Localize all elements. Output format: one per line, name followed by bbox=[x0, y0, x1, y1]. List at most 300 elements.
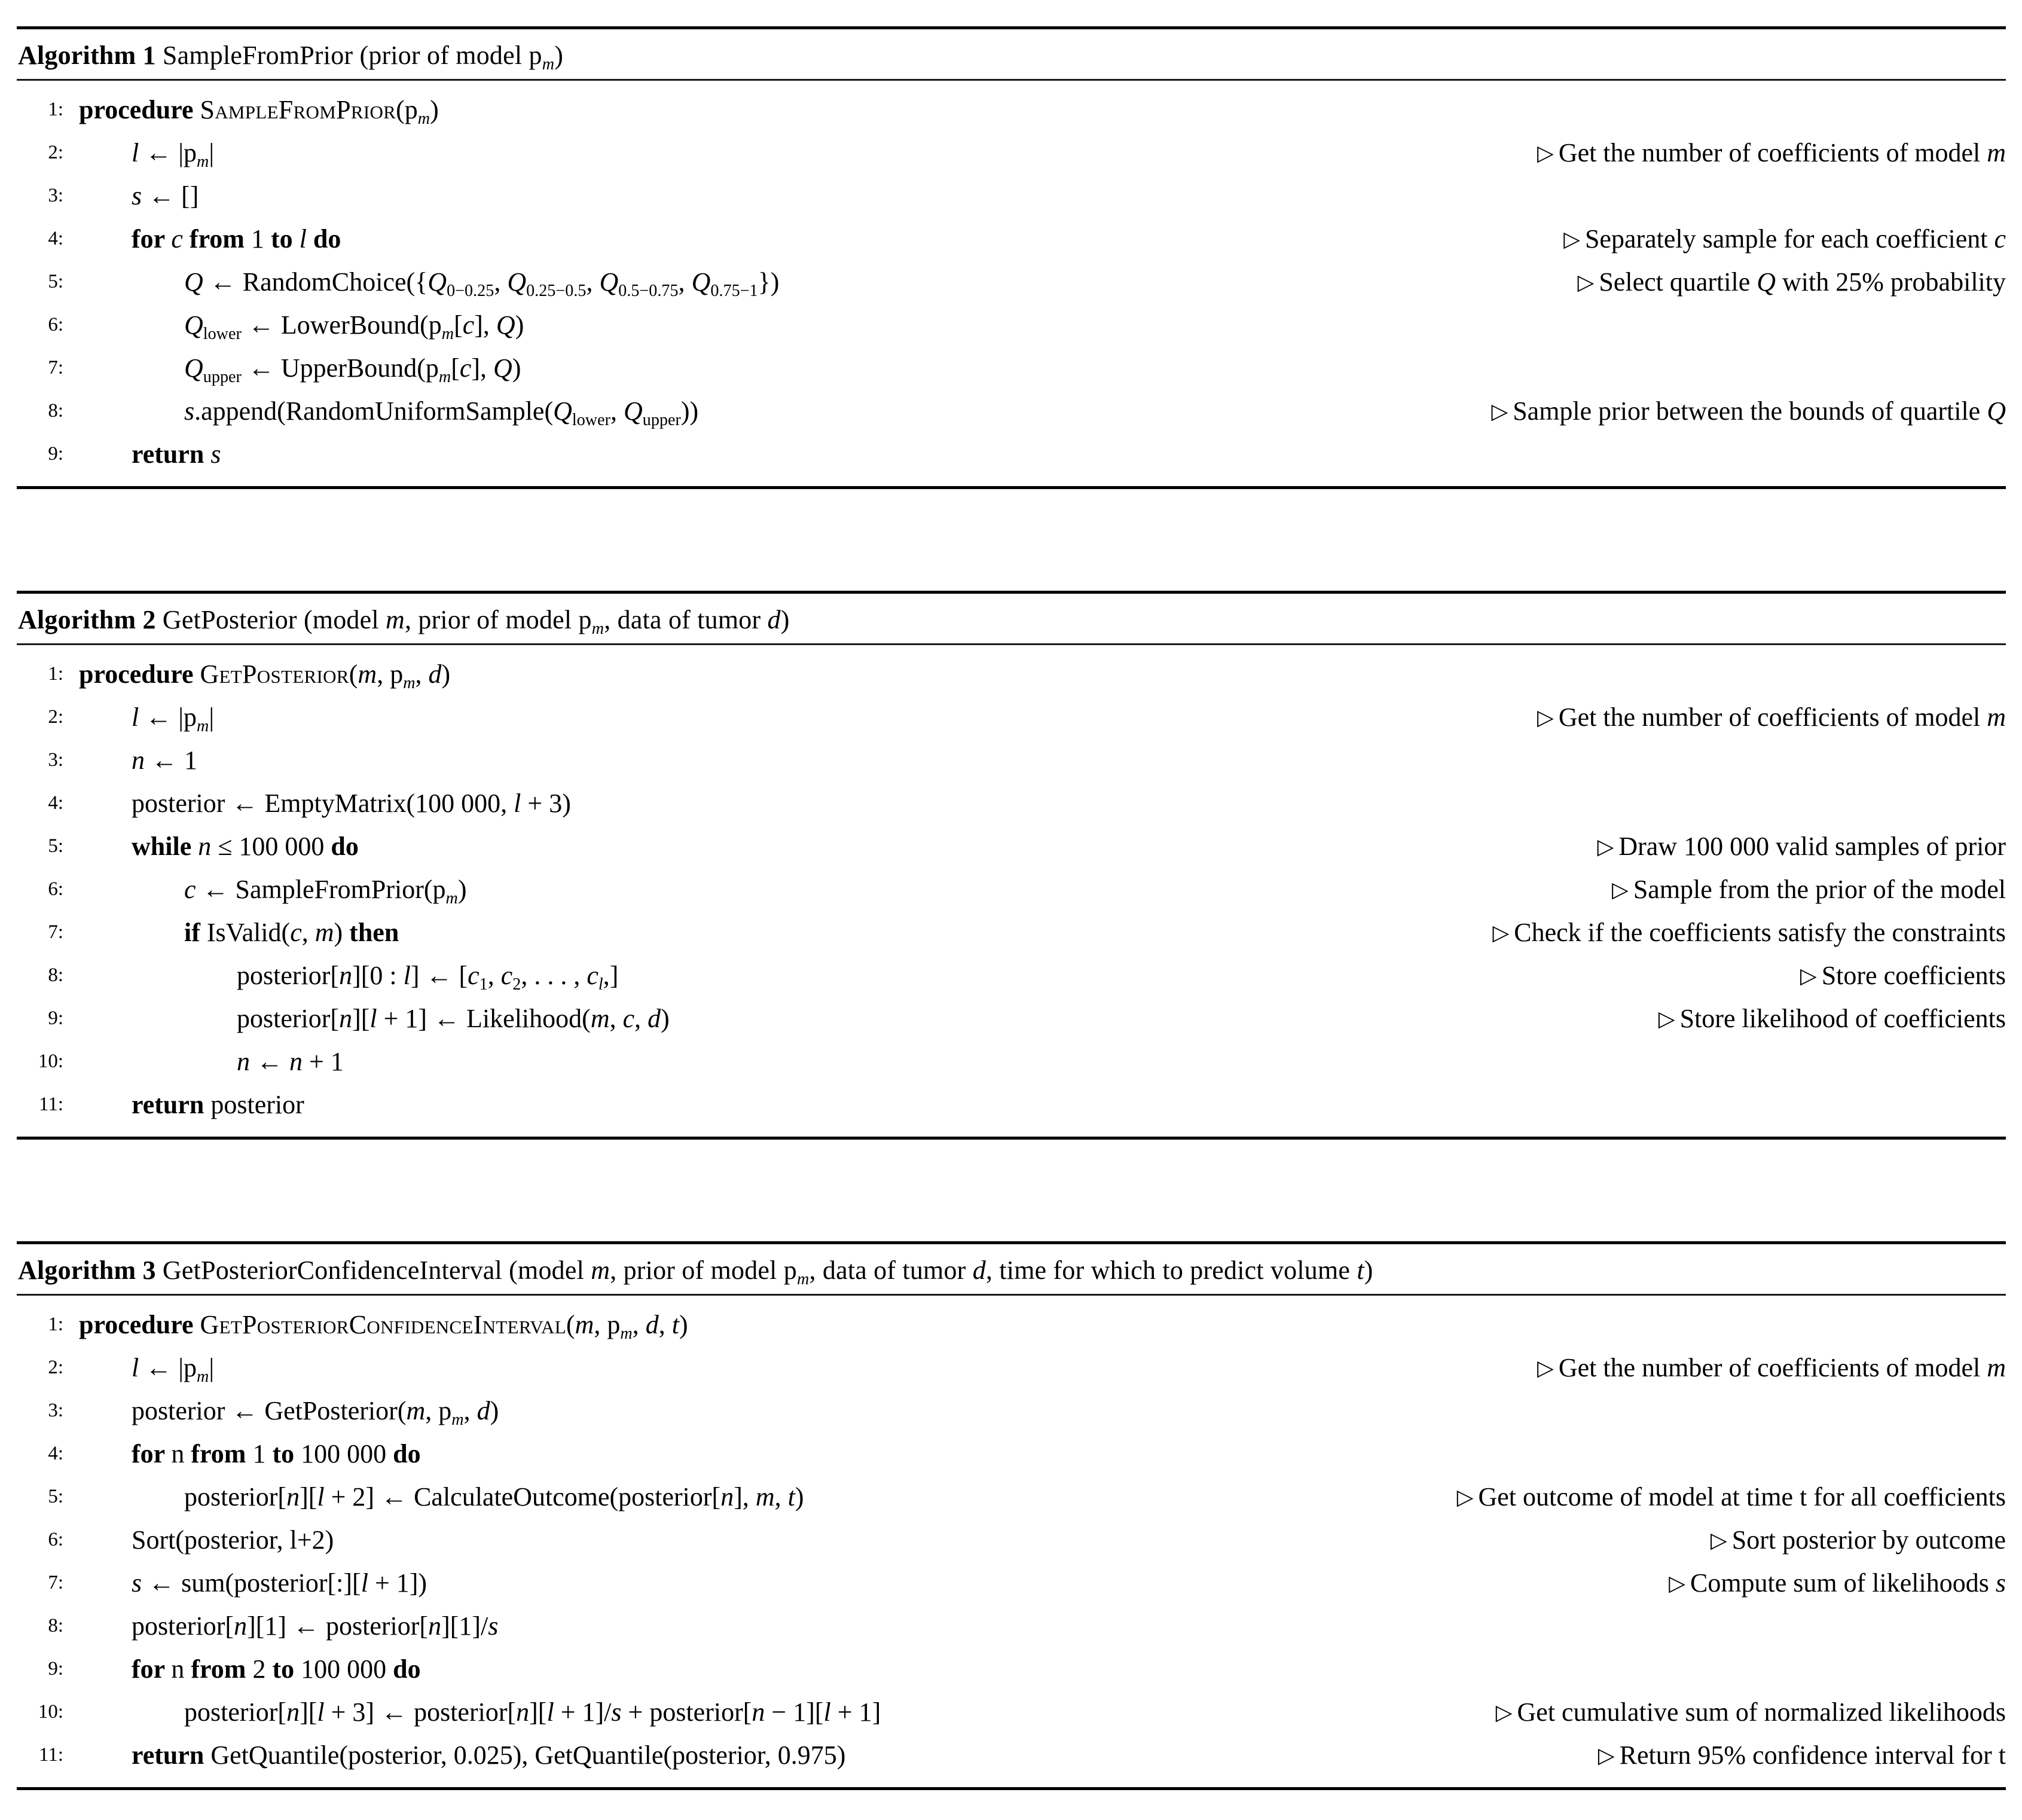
text-segment: , time for which to predict volume bbox=[985, 1256, 1357, 1285]
text-segment: + 2] ← CalculateOutcome(posterior[ bbox=[324, 1482, 721, 1511]
inline-comment bbox=[1574, 831, 2006, 862]
text-segment: ][1]/ bbox=[441, 1611, 488, 1641]
text-segment: , bbox=[634, 1003, 648, 1033]
text-segment: Compute sum of likelihoods bbox=[1690, 1568, 1996, 1598]
text-segment: ( bbox=[566, 1309, 575, 1339]
text-segment: GetPosteriorConfidenceInterval bbox=[200, 1309, 566, 1339]
code-text bbox=[79, 1352, 215, 1386]
code-text bbox=[79, 1740, 845, 1770]
comment-triangle-icon: ▷ bbox=[1537, 1355, 1554, 1380]
code-line bbox=[17, 1733, 2006, 1776]
text-segment: l bbox=[598, 975, 603, 994]
text-segment: + 1 bbox=[303, 1046, 344, 1076]
text-segment: l bbox=[403, 960, 411, 990]
text-segment: n bbox=[289, 1046, 303, 1076]
text-segment: , bbox=[494, 267, 508, 297]
text-segment: c bbox=[290, 917, 302, 947]
text-segment: Algorithm 3 bbox=[18, 1256, 156, 1285]
code-text bbox=[79, 960, 619, 994]
text-segment: lower bbox=[572, 410, 610, 429]
text-segment: posterior[ bbox=[132, 1611, 234, 1641]
code-text bbox=[79, 353, 521, 386]
text-segment: GetPosteriorConfidenceInterval (model bbox=[155, 1256, 591, 1285]
text-segment: ) bbox=[457, 874, 467, 904]
text-segment: t bbox=[1357, 1256, 1364, 1285]
text-segment: Q bbox=[691, 267, 711, 297]
algorithm-header bbox=[17, 29, 2006, 79]
text-segment: 0.5−0.75 bbox=[618, 281, 679, 300]
text-segment: ) bbox=[490, 1395, 499, 1425]
text-segment: m bbox=[451, 1410, 464, 1429]
inline-comment bbox=[1554, 267, 2006, 297]
comment-triangle-icon: ▷ bbox=[1537, 705, 1554, 729]
algorithm-body bbox=[17, 645, 2006, 1137]
line-number: 9: bbox=[48, 1657, 63, 1679]
text-segment: d bbox=[428, 659, 442, 689]
text-segment: GetPosterior (model bbox=[155, 605, 386, 634]
text-segment: ← |p bbox=[139, 702, 197, 732]
text-segment: m bbox=[1987, 1352, 2006, 1382]
text-segment: Q bbox=[496, 310, 515, 340]
text-segment: for bbox=[132, 1439, 172, 1468]
text-segment: n bbox=[286, 1482, 300, 1511]
text-segment: , p bbox=[377, 659, 404, 689]
inline-comment bbox=[1513, 138, 2006, 168]
code-text bbox=[79, 831, 359, 862]
text-segment: , bbox=[609, 1003, 623, 1033]
code-text bbox=[79, 267, 780, 300]
text-segment: 2 bbox=[252, 1654, 273, 1684]
text-segment: do bbox=[331, 831, 359, 861]
text-segment: m bbox=[406, 1395, 426, 1425]
text-segment: + 1] ← Likelihood( bbox=[377, 1003, 591, 1033]
text-segment: | bbox=[209, 1352, 215, 1382]
inline-comment bbox=[1574, 1740, 2006, 1770]
text-segment: c bbox=[171, 224, 183, 254]
comment-triangle-icon: ▷ bbox=[1612, 877, 1629, 902]
line-number: 3: bbox=[48, 184, 63, 206]
text-segment: + 3] ← posterior[ bbox=[324, 1697, 517, 1727]
text-segment: Get the number of coefficients of model bbox=[1558, 1352, 1987, 1382]
text-segment: ) bbox=[430, 94, 439, 124]
text-segment: then bbox=[349, 917, 399, 947]
text-segment: ) bbox=[334, 917, 350, 947]
text-segment: while bbox=[132, 831, 198, 861]
text-segment: posterior[ bbox=[184, 1482, 287, 1511]
code-text bbox=[79, 1697, 881, 1727]
text-segment: m bbox=[314, 917, 334, 947]
text-segment: 0.25−0.5 bbox=[526, 281, 587, 300]
text-segment: c bbox=[462, 310, 475, 340]
bottom-rule bbox=[17, 1787, 2006, 1790]
text-segment: posterior bbox=[210, 1089, 304, 1119]
text-segment: m bbox=[1987, 138, 2006, 167]
code-line bbox=[17, 1303, 2006, 1346]
text-segment: n bbox=[339, 960, 353, 990]
text-segment: s bbox=[132, 181, 142, 210]
comment-triangle-icon: ▷ bbox=[1800, 963, 1817, 988]
text-segment: c bbox=[459, 353, 472, 383]
text-segment: ≤ 100 000 bbox=[211, 831, 331, 861]
bottom-rule bbox=[17, 486, 2006, 489]
text-segment: m bbox=[755, 1482, 775, 1511]
line-number: 3: bbox=[48, 1399, 63, 1421]
text-segment: ( bbox=[349, 659, 358, 689]
text-segment: from bbox=[191, 1654, 253, 1684]
text-segment: , bbox=[774, 1482, 788, 1511]
text-segment: upper bbox=[642, 410, 681, 429]
text-segment: m bbox=[591, 1256, 610, 1285]
line-number: 6: bbox=[48, 1528, 63, 1550]
text-segment: , bbox=[415, 659, 429, 689]
text-segment: s bbox=[132, 1568, 142, 1598]
text-segment: l bbox=[317, 1482, 325, 1511]
text-segment: 1 bbox=[251, 224, 271, 254]
line-number: 6: bbox=[48, 313, 63, 335]
inline-comment bbox=[1635, 1003, 2006, 1034]
code-line bbox=[17, 825, 2006, 868]
text-segment: m bbox=[385, 605, 405, 634]
code-text bbox=[79, 745, 197, 775]
code-text bbox=[79, 396, 699, 429]
text-segment: n bbox=[237, 1046, 250, 1076]
text-segment: m bbox=[542, 55, 555, 74]
text-segment: l bbox=[361, 1568, 368, 1598]
text-segment: ← 1 bbox=[145, 745, 197, 775]
comment-triangle-icon: ▷ bbox=[1537, 141, 1554, 165]
text-segment: , bbox=[586, 267, 600, 297]
text-segment: posterior ← GetPosterior( bbox=[132, 1395, 407, 1425]
code-line bbox=[17, 1389, 2006, 1432]
text-segment: ][0 : bbox=[352, 960, 404, 990]
code-line bbox=[17, 997, 2006, 1040]
text-segment: GetPosterior bbox=[200, 659, 349, 689]
code-line bbox=[17, 1518, 2006, 1561]
text-segment: n bbox=[132, 745, 145, 775]
text-segment: m bbox=[417, 109, 430, 128]
code-text bbox=[79, 224, 341, 254]
text-segment: n bbox=[752, 1697, 765, 1727]
text-segment: for bbox=[132, 1654, 172, 1684]
text-segment: m bbox=[197, 716, 209, 735]
text-segment: m bbox=[441, 324, 454, 343]
comment-triangle-icon: ▷ bbox=[1658, 1006, 1675, 1031]
inline-comment bbox=[1469, 917, 2006, 948]
code-line bbox=[17, 1604, 2006, 1647]
text-segment: return bbox=[132, 1740, 211, 1770]
text-segment: m bbox=[197, 152, 209, 171]
text-segment: Sort(posterior, l+2) bbox=[132, 1525, 334, 1555]
line-number: 8: bbox=[48, 1614, 63, 1636]
text-segment: ,] bbox=[603, 960, 619, 990]
line-number: 4: bbox=[48, 792, 63, 814]
text-segment: n bbox=[286, 1697, 300, 1727]
code-line bbox=[17, 346, 2006, 389]
code-line bbox=[17, 1040, 2006, 1083]
code-line bbox=[17, 1647, 2006, 1690]
line-number: 1: bbox=[48, 98, 63, 120]
text-segment: (p bbox=[396, 94, 418, 124]
comment-triangle-icon: ▷ bbox=[1456, 1485, 1474, 1509]
line-number: 3: bbox=[48, 749, 63, 771]
comment-triangle-icon: ▷ bbox=[1710, 1528, 1727, 1552]
text-segment: posterior ← EmptyMatrix(100 000, bbox=[132, 788, 514, 818]
inline-comment bbox=[1588, 874, 2006, 905]
text-segment bbox=[307, 224, 313, 254]
text-segment: procedure bbox=[79, 1309, 200, 1339]
line-number: 5: bbox=[48, 835, 63, 857]
text-segment: s bbox=[184, 396, 195, 426]
text-segment: IsValid( bbox=[206, 917, 291, 947]
code-text bbox=[79, 1611, 498, 1641]
text-segment: Q bbox=[507, 267, 527, 297]
text-segment: l bbox=[299, 224, 307, 254]
text-segment: Sample prior between the bounds of quartile bbox=[1513, 396, 1987, 426]
text-segment: l bbox=[132, 702, 139, 732]
text-segment: m bbox=[620, 1324, 633, 1343]
text-segment: Store coefficients bbox=[1821, 960, 2006, 990]
code-text bbox=[79, 659, 451, 692]
code-line bbox=[17, 389, 2006, 432]
inline-comment bbox=[1433, 1482, 2006, 1512]
text-segment: , bbox=[463, 1395, 477, 1425]
text-segment: SampleFromPrior (prior of model p bbox=[155, 41, 542, 70]
text-segment: ] ← [ bbox=[410, 960, 468, 990]
code-line bbox=[17, 911, 2006, 954]
text-segment: posterior[ bbox=[237, 960, 340, 990]
text-segment: return bbox=[132, 1089, 211, 1119]
text-segment: for bbox=[132, 224, 172, 254]
code-text bbox=[79, 1482, 804, 1512]
line-number: 9: bbox=[48, 442, 63, 465]
text-segment: n bbox=[171, 1654, 191, 1684]
text-segment: posterior[ bbox=[184, 1697, 287, 1727]
text-segment: n bbox=[234, 1611, 248, 1641]
text-segment: do bbox=[393, 1654, 421, 1684]
text-segment: 100 000 bbox=[301, 1654, 393, 1684]
text-segment: do bbox=[393, 1439, 421, 1468]
text-segment: Get the number of coefficients of model bbox=[1558, 702, 1987, 732]
text-segment: , . . . , bbox=[521, 960, 587, 990]
text-segment: ) bbox=[679, 1309, 688, 1339]
text-segment: SampleFromPrior bbox=[200, 94, 396, 124]
code-line bbox=[17, 432, 2006, 475]
line-number: 2: bbox=[48, 706, 63, 728]
code-line bbox=[17, 174, 2006, 217]
text-segment: + posterior[ bbox=[621, 1697, 752, 1727]
code-text bbox=[79, 1568, 427, 1598]
text-segment: Q bbox=[1757, 267, 1776, 297]
text-segment: , data of tumor bbox=[604, 605, 768, 634]
text-segment: Sort posterior by outcome bbox=[1731, 1525, 2006, 1555]
code-text bbox=[79, 1439, 421, 1469]
comment-triangle-icon: ▷ bbox=[1491, 399, 1508, 423]
text-segment: d bbox=[647, 1003, 661, 1033]
comment-triangle-icon: ▷ bbox=[1597, 834, 1614, 859]
code-line bbox=[17, 954, 2006, 997]
text-segment: m bbox=[403, 673, 416, 692]
line-number: 4: bbox=[48, 1442, 63, 1464]
text-segment: ], bbox=[471, 353, 494, 383]
text-segment: t bbox=[787, 1482, 795, 1511]
text-segment: c bbox=[500, 960, 513, 990]
comment-triangle-icon: ▷ bbox=[1563, 227, 1580, 251]
text-segment: 100 000 bbox=[301, 1439, 393, 1468]
text-segment: Check if the coefficients satisfy the constraints bbox=[1514, 917, 2006, 947]
text-segment: ← |p bbox=[139, 1352, 197, 1382]
code-text bbox=[79, 1003, 670, 1034]
text-segment: Q bbox=[553, 396, 572, 426]
text-segment: Algorithm 1 bbox=[18, 41, 156, 70]
text-segment: return bbox=[132, 439, 211, 469]
inline-comment bbox=[1467, 396, 2006, 426]
text-segment: + 3) bbox=[521, 788, 571, 818]
text-segment: ], bbox=[734, 1482, 756, 1511]
text-segment: Separately sample for each coefficient bbox=[1584, 224, 1994, 254]
text-segment: n bbox=[171, 1439, 191, 1468]
text-segment: Get cumulative sum of normalized likelihoods bbox=[1517, 1697, 2006, 1727]
text-segment: Return 95% confidence interval for t bbox=[1619, 1740, 2006, 1770]
text-segment: , bbox=[678, 267, 692, 297]
line-number: 7: bbox=[48, 356, 63, 378]
text-segment: , bbox=[610, 396, 624, 426]
line-number: 8: bbox=[48, 399, 63, 422]
text-segment: c bbox=[184, 874, 196, 904]
text-segment: ], bbox=[474, 310, 496, 340]
text-segment: if bbox=[184, 917, 207, 947]
code-line bbox=[17, 1690, 2006, 1733]
text-segment: ← SampleFromPrior(p bbox=[196, 874, 446, 904]
algorithm-body bbox=[17, 81, 2006, 486]
comment-triangle-icon: ▷ bbox=[1669, 1571, 1685, 1595]
comment-triangle-icon: ▷ bbox=[1492, 920, 1510, 945]
text-segment: n bbox=[516, 1697, 530, 1727]
text-segment: )) bbox=[680, 396, 699, 426]
text-segment: ← RandomChoice({ bbox=[203, 267, 428, 297]
text-segment: + 1]/ bbox=[554, 1697, 612, 1727]
inline-comment bbox=[1687, 1525, 2006, 1555]
text-segment: m bbox=[445, 888, 458, 908]
text-segment: to bbox=[272, 1439, 301, 1468]
text-segment: ← bbox=[250, 1046, 289, 1076]
text-segment: Get the number of coefficients of model bbox=[1558, 138, 1987, 167]
text-segment: | bbox=[209, 138, 215, 167]
text-segment: ) bbox=[441, 659, 451, 689]
code-text bbox=[79, 917, 399, 948]
text-segment: m bbox=[575, 1309, 594, 1339]
code-line bbox=[17, 738, 2006, 781]
line-number: 1: bbox=[48, 662, 63, 685]
text-segment: Get outcome of model at time t for all coefficients bbox=[1478, 1482, 2006, 1511]
text-segment: s bbox=[488, 1611, 499, 1641]
line-number: 11: bbox=[39, 1093, 63, 1115]
text-segment: m bbox=[358, 659, 377, 689]
text-segment: l bbox=[514, 788, 521, 818]
text-segment: procedure bbox=[79, 94, 200, 124]
text-segment: 1 bbox=[479, 975, 488, 994]
text-segment: ][ bbox=[300, 1697, 317, 1727]
text-segment: Q bbox=[427, 267, 447, 297]
text-segment: GetQuantile(posterior, 0.025), GetQuantile(posterior, 0.975) bbox=[210, 1740, 846, 1770]
line-number: 2: bbox=[48, 1356, 63, 1378]
text-segment: ][ bbox=[300, 1482, 317, 1511]
comment-triangle-icon: ▷ bbox=[1577, 270, 1595, 294]
text-segment: ) bbox=[515, 310, 524, 340]
text-segment: Q bbox=[624, 396, 643, 426]
text-segment: ← sum(posterior[:][ bbox=[142, 1568, 361, 1598]
text-segment: ← |p bbox=[139, 138, 197, 167]
comment-triangle-icon: ▷ bbox=[1598, 1743, 1615, 1767]
code-text bbox=[79, 1395, 499, 1429]
text-segment: Q bbox=[184, 310, 203, 340]
code-line bbox=[17, 781, 2006, 825]
code-line bbox=[17, 303, 2006, 346]
text-segment bbox=[183, 224, 190, 254]
text-segment: 1 bbox=[252, 1439, 273, 1468]
code-line bbox=[17, 217, 2006, 260]
text-segment: Algorithm 2 bbox=[18, 605, 156, 634]
text-segment: Q bbox=[599, 267, 619, 297]
inline-comment bbox=[1472, 1697, 2006, 1727]
text-segment: from bbox=[191, 1439, 253, 1468]
algorithm-2-block bbox=[17, 591, 2006, 1140]
text-segment: ← UpperBound(p bbox=[241, 353, 439, 383]
code-line bbox=[17, 131, 2006, 174]
code-text bbox=[79, 702, 215, 735]
text-segment: ][1] ← posterior[ bbox=[247, 1611, 429, 1641]
text-segment: Draw 100 000 valid samples of prior bbox=[1618, 831, 2006, 861]
inline-comment bbox=[1776, 960, 2006, 991]
code-text bbox=[79, 1654, 421, 1684]
code-line bbox=[17, 1083, 2006, 1126]
text-segment: l bbox=[132, 138, 139, 167]
text-segment: c bbox=[468, 960, 479, 990]
algorithm-body bbox=[17, 1296, 2006, 1787]
text-segment: to bbox=[272, 1654, 301, 1684]
text-segment: , bbox=[658, 1309, 672, 1339]
text-segment: , bbox=[632, 1309, 646, 1339]
code-text bbox=[79, 1525, 334, 1555]
text-segment: m bbox=[1987, 702, 2006, 732]
line-number: 10: bbox=[38, 1700, 63, 1723]
text-segment: posterior[ bbox=[237, 1003, 340, 1033]
text-segment: from bbox=[189, 224, 251, 254]
text-segment: n bbox=[720, 1482, 734, 1511]
text-segment: d bbox=[972, 1256, 986, 1285]
comment-triangle-icon: ▷ bbox=[1495, 1700, 1513, 1724]
text-segment: , prior of model p bbox=[404, 605, 592, 634]
text-segment: , prior of model p bbox=[610, 1256, 797, 1285]
code-text bbox=[79, 1089, 304, 1120]
code-line bbox=[17, 1346, 2006, 1389]
text-segment: n bbox=[339, 1003, 353, 1033]
text-segment: n bbox=[198, 831, 212, 861]
text-segment: d bbox=[477, 1395, 490, 1425]
code-line bbox=[17, 652, 2006, 695]
text-segment: Store likelihood of coefficients bbox=[1679, 1003, 2006, 1033]
text-segment: ) bbox=[661, 1003, 670, 1033]
text-segment: l bbox=[369, 1003, 377, 1033]
text-segment: Q bbox=[184, 353, 203, 383]
text-segment: l bbox=[132, 1352, 139, 1382]
bottom-rule bbox=[17, 1137, 2006, 1140]
text-segment: + 1] bbox=[830, 1697, 881, 1727]
inline-comment bbox=[1645, 1568, 2006, 1598]
line-number: 10: bbox=[38, 1050, 63, 1072]
text-segment: ) bbox=[780, 605, 790, 634]
code-text bbox=[79, 439, 221, 469]
code-line bbox=[17, 868, 2006, 911]
